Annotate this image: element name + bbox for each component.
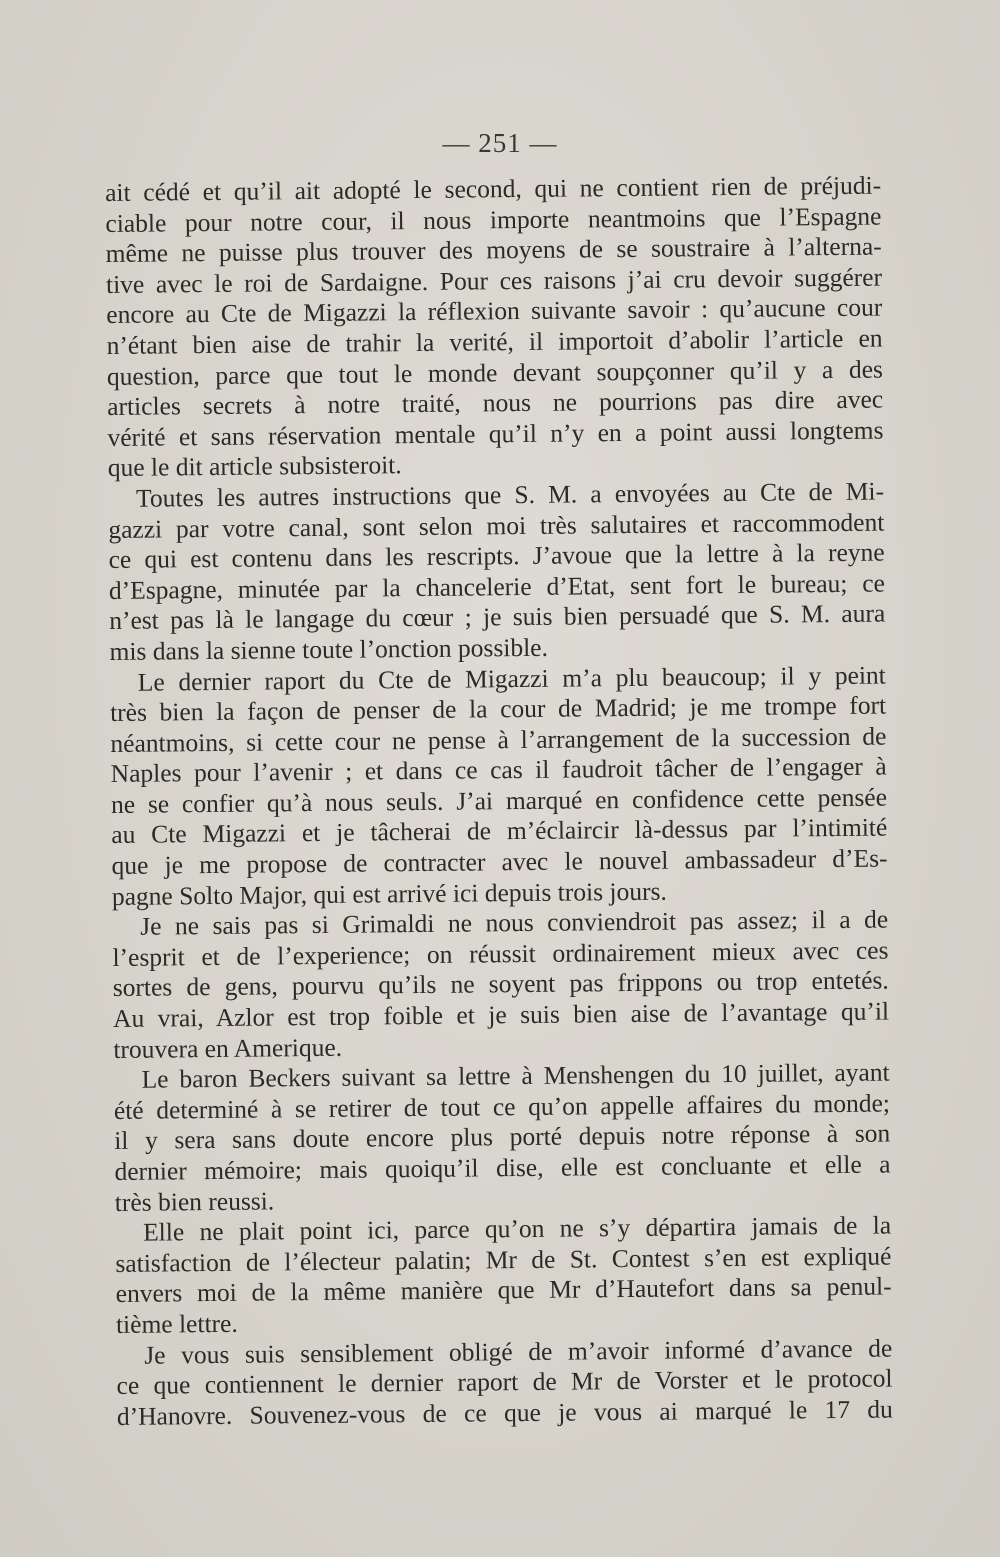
paragraph — [115, 1211, 892, 1341]
text-line: gazzi par votre canal, sont selon moi très salutaires et raccommodent — [108, 507, 885, 544]
text-line: que je me propose de contracter avec le nouvel ambassadeur d’Es- — [111, 843, 888, 881]
text-line: Elle ne plait point ici, parce qu’on ne s’y départira jamais de la — [142, 1210, 892, 1247]
text-line: satisfaction de l’électeur palatin; Mr de St. Contest s’en est expliqué — [115, 1241, 892, 1278]
text-line: ce que contiennent le dernier raport de Mr de Vorster et le protocol — [116, 1363, 893, 1401]
text-line: tième lettre. — [115, 1308, 238, 1339]
paragraph — [114, 1058, 891, 1218]
paragraph — [116, 1333, 893, 1432]
text-line: Naples pour l’avenir ; et dans ce cas il faudroit tâcher de l’engager à — [110, 751, 887, 789]
text-line: il y sera sans doute encore plus porté depuis notre réponse à son — [114, 1118, 891, 1156]
paragraph — [112, 905, 889, 1065]
paragraph — [110, 660, 888, 912]
text-line: mis dans la sienne toute l’onction possible. — [109, 632, 549, 666]
text-line: Toutes les autres instructions que S. M. a envoyées au Cte de Mi- — [135, 476, 885, 513]
text-line: Je vous suis sensiblement obligé de m’avoir informé d’avance de — [144, 1333, 893, 1370]
text-line: Je ne sais pas si Grimaldi ne nous conviendroit pas assez; il a de — [140, 904, 889, 941]
text-line: très bien reussi. — [114, 1186, 275, 1217]
text-line: même ne puisse plus trouver des moyens de se soustraire à l’alterna- — [105, 231, 882, 269]
text-line: sortes de gens, pourvu qu’ils ne soyent pas frippons ou trop entetés. — [112, 965, 889, 1003]
body-text — [105, 171, 893, 1433]
text-line: Le baron Beckers suivant sa lettre à Menshengen du 10 juillet, ayant — [141, 1057, 890, 1094]
text-line: n’est pas là le langage du cœur ; je suis bien persuadé que S. M. aura — [109, 598, 886, 636]
text-line: au Cte Migazzi et je tâcherai de m’éclaircir là-dessus par l’intimité — [111, 812, 888, 850]
text-line: d’Espagne, minutée par la chancelerie d’Etat, sent fort le bureau; ce — [108, 568, 886, 605]
text-line: ait cédé et qu’il ait adopté le second, qui ne contient rien de préjudi- — [105, 170, 882, 207]
text-line: ce qui est contenu dans les rescripts. J’avoue que la lettre à la reyne — [108, 537, 885, 575]
text-line: pagne Solto Major, qui est arrivé ici depuis trois jours. — [111, 876, 667, 911]
text-line: Le dernier raport du Cte de Migazzi m’a plu beaucoup; il y peint — [137, 660, 886, 697]
text-line: dernier mémoire; mais quoiqu’il dise, elle est concluante et elle a — [114, 1149, 891, 1186]
paragraph — [108, 476, 886, 667]
text-line: très bien la façon de penser de la cour de Madrid; je me trompe fort — [109, 690, 887, 728]
text-line: n’étant bien aise de trahir la verité, il importoit d’abolir l’article en — [106, 323, 883, 360]
text-line: été determiné à se retirer de tout ce qu’on appelle affaires du monde; — [113, 1088, 891, 1125]
text-line: néantmoins, si cette cour ne pense à l’arrangement de la succession de — [110, 721, 887, 758]
text-line: articles secrets à notre traité, nous ne pourrions pas dire avec — [107, 384, 884, 422]
text-line: encore au Cte de Migazzi la réflexion suivante savoir : qu’aucune cour — [106, 292, 883, 330]
paragraph — [105, 171, 884, 484]
text-line: ne se confier qu’à nous seuls. J’ai marqué en confidence cette pensée — [110, 782, 888, 819]
text-line: tive avec le roi de Sardaigne. Pour ces raisons j’ai cru devoir suggérer — [105, 262, 883, 299]
text-line: envers moi de la même manière que Mr d’Hautefort dans sa penul- — [115, 1271, 892, 1309]
text-line: vérité et sans réservation mentale qu’il n’y en a point aussi longtems — [107, 415, 884, 452]
text-line: l’esprit et de l’experience; on réussit ordinairement mieux avec ces — [112, 935, 889, 972]
page-number: — 251 — — [442, 128, 558, 158]
text-line: trouvera en Amerique. — [113, 1032, 343, 1064]
text-line: que le dit article subsisteroit. — [107, 450, 402, 483]
text-line: question, parce que tout le monde devant soupçonner qu’il y a des — [106, 354, 884, 391]
text-line: Au vrai, Azlor est trop foible et je suis bien aise de l’avantage qu’il — [112, 996, 890, 1033]
text-line: ciable pour notre cour, il nous importe neantmoins que l’Espagne — [105, 201, 882, 238]
text-line: d’Hanovre. Souvenez-vous de ce que je vous ai marqué le 17 du — [116, 1394, 893, 1431]
